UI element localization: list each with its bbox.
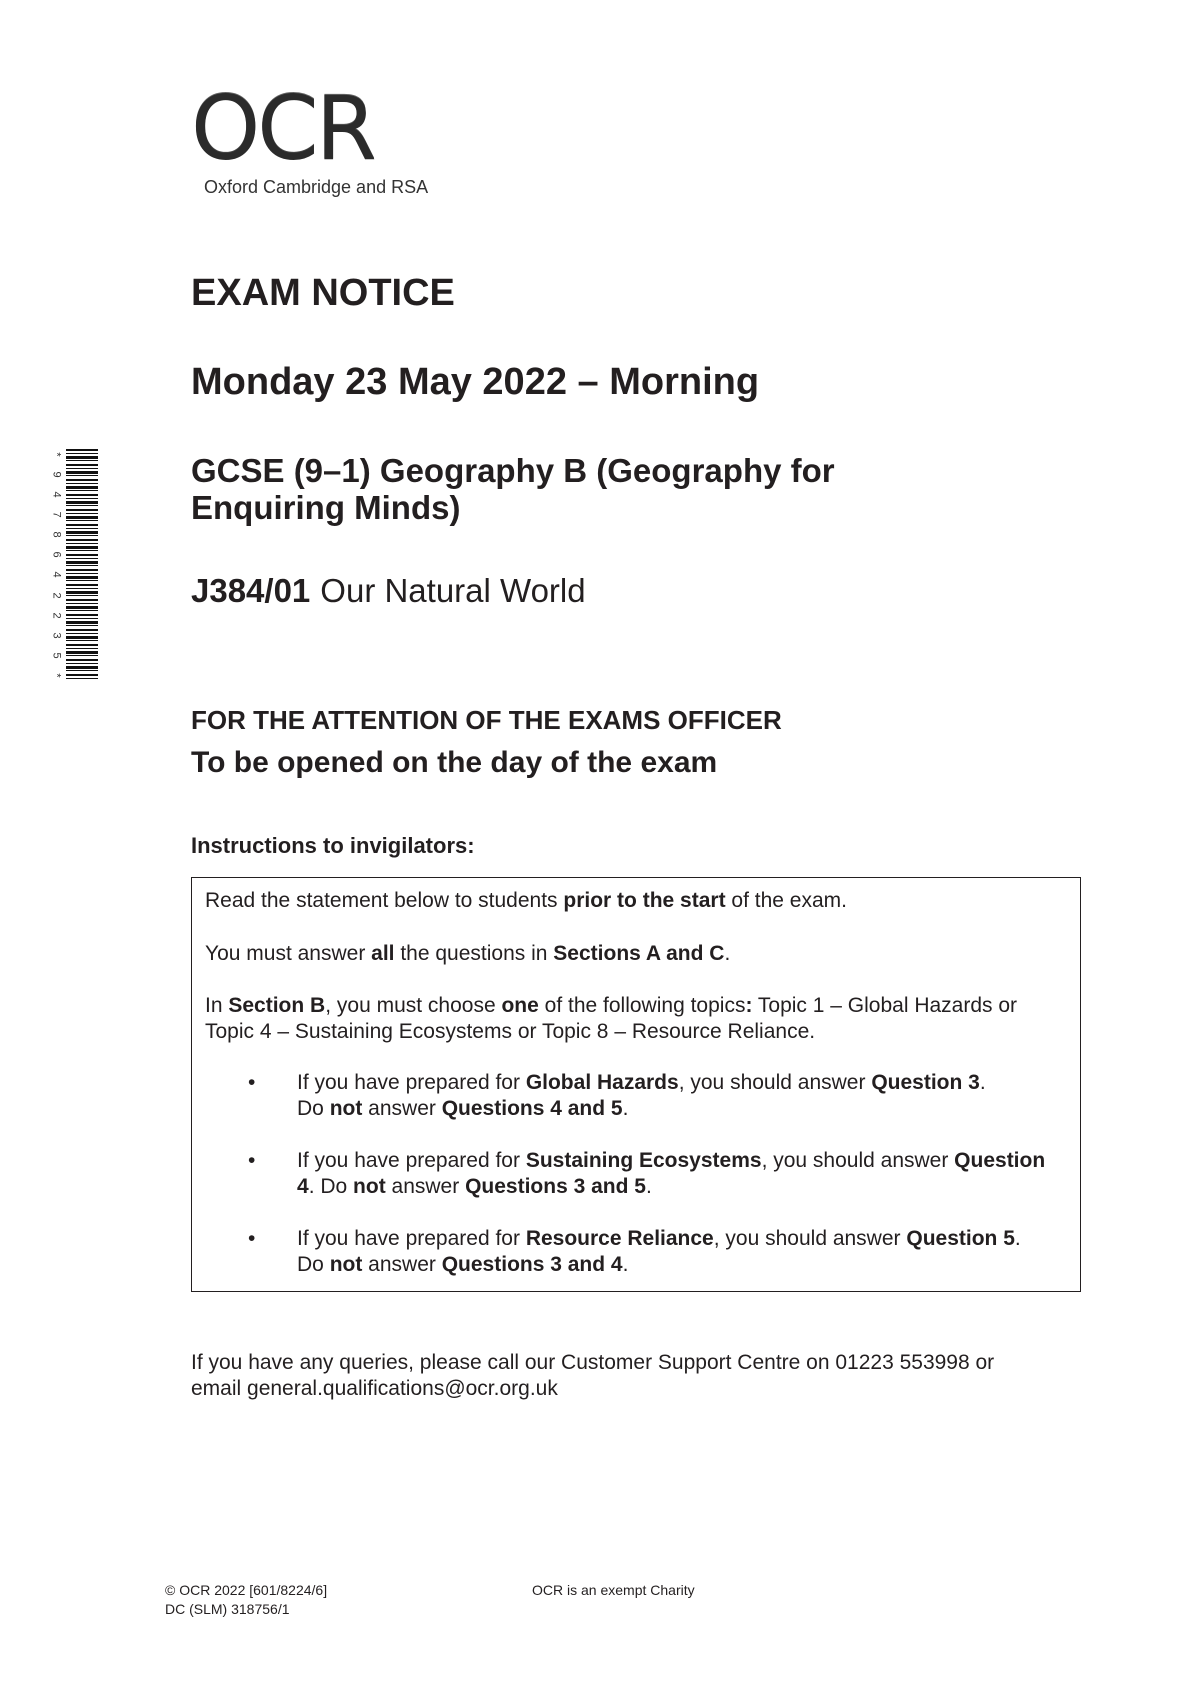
exam-subject: GCSE (9–1) Geography B (Geography for Enquiring Minds) [191,452,835,526]
barcode-digit: 2 [51,612,63,619]
text-run-bold: Section B [228,994,326,1017]
footer-reference [165,1581,327,1619]
text-run-bold: not [329,1097,363,1120]
text-run: , you should answer [678,1071,872,1094]
barcode-digit: 2 [51,591,63,599]
text-run: . [645,1175,652,1198]
text-run: answer [385,1175,466,1198]
bullet-marker: • [248,1149,256,1172]
queries-email-line[interactable]: email general.qualifications@ocr.org.uk [191,1377,558,1400]
text-run: , you should answer [713,1227,907,1250]
barcode-digit: 9 [51,471,63,478]
text-run: Read the statement below to students [205,889,564,912]
barcode-digit: * [51,673,63,678]
barcode-digit: * [51,452,63,457]
barcode-digit: 4 [51,491,63,498]
text-run: Do [297,1253,330,1276]
paper-name: Our Natural World [320,572,586,609]
text-run-bold: Question 4 [297,1149,1046,1198]
text-run: . [622,1253,629,1276]
bullet-marker: • [248,1071,256,1094]
ocr-logo-subtitle: Oxford Cambridge and RSA [204,177,429,197]
text-run: . [724,942,731,965]
instruction-paragraph [205,993,1068,1045]
paper-code: J384/01 [191,572,311,609]
text-run: . [1014,1227,1021,1250]
text-run: Do [297,1097,330,1120]
barcode-digit: 3 [51,632,63,639]
instructions-label: Instructions to invigilators: [191,833,475,858]
text-run-bold: not [329,1253,363,1276]
bullet-text [297,1148,1068,1200]
paper-heading [191,572,586,610]
text-run-bold: all [371,942,395,965]
barcode [50,449,98,681]
bullet-text [297,1226,1068,1278]
text-run-bold: Questions 3 and 5 [465,1175,646,1198]
barcode-digit: 7 [51,511,63,518]
text-run-bold: not [353,1175,386,1198]
text-run-bold: one [501,994,539,1017]
instruction-paragraph [205,941,1068,967]
barcode-bars [66,449,98,681]
footer-document-code: DC (SLM) 318756/1 [165,1601,290,1617]
barcode-digit: 4 [51,571,63,579]
queries-contact [191,1350,1091,1402]
text-run-bold: Resource Reliance [525,1227,714,1250]
text-run: . [622,1097,629,1120]
text-run-bold: prior to the start [563,889,726,912]
opening-instruction: To be opened on the day of the exam [191,746,718,779]
bullet-marker: • [248,1227,256,1250]
text-run: If you have prepared for [297,1071,526,1094]
text-run-bold: Sustaining Ecosystems [525,1149,762,1172]
footer-charity: OCR is an exempt Charity [532,1582,695,1598]
text-run: . Do [308,1175,354,1198]
text-run: If you have prepared for [297,1227,526,1250]
text-run: . [979,1071,986,1094]
text-run-bold: : [745,994,753,1017]
text-run-bold: Global Hazards [525,1071,679,1094]
bullet-text [297,1070,1068,1122]
text-run: of the exam. [725,889,847,912]
barcode-digits [50,449,63,681]
text-run: of the following topics [538,994,746,1017]
footer-copyright: © OCR 2022 [601/8224/6] [165,1582,328,1598]
text-run-bold: Question 3 [871,1071,980,1094]
text-run: If you have prepared for [297,1149,526,1172]
instructions-box [191,877,1081,1292]
exam-notice-title: EXAM NOTICE [191,272,455,314]
attention-heading: FOR THE ATTENTION OF THE EXAMS OFFICER [191,705,782,735]
instruction-paragraph [205,888,1068,914]
text-run: , you should answer [761,1149,955,1172]
ocr-logo: OCR [191,76,374,179]
text-run: the questions in [394,942,554,965]
text-run-bold: Question 5 [906,1227,1015,1250]
text-run-bold: Sections A and C [553,942,725,965]
exam-date: Monday 23 May 2022 – Morning [191,361,760,403]
queries-line: If you have any queries, please call our Customer Support Centre on 01223 553998 or [191,1351,995,1374]
text-run: answer [362,1097,442,1120]
text-run: answer [362,1253,442,1276]
text-run: Topic 1 – Global Hazards or Topic 4 – Sustaining Ecosystems or Topic 8 – Resource Reliance. [205,994,1018,1043]
text-run: In [205,994,229,1017]
text-run: , you must choose [325,994,502,1017]
barcode-digit: 6 [51,551,63,558]
text-run-bold: Questions 3 and 4 [441,1253,623,1276]
text-run: You must answer [205,942,372,965]
text-run-bold: Questions 4 and 5 [441,1097,623,1120]
barcode-digit: 8 [51,531,63,538]
barcode-digit: 5 [51,652,63,659]
